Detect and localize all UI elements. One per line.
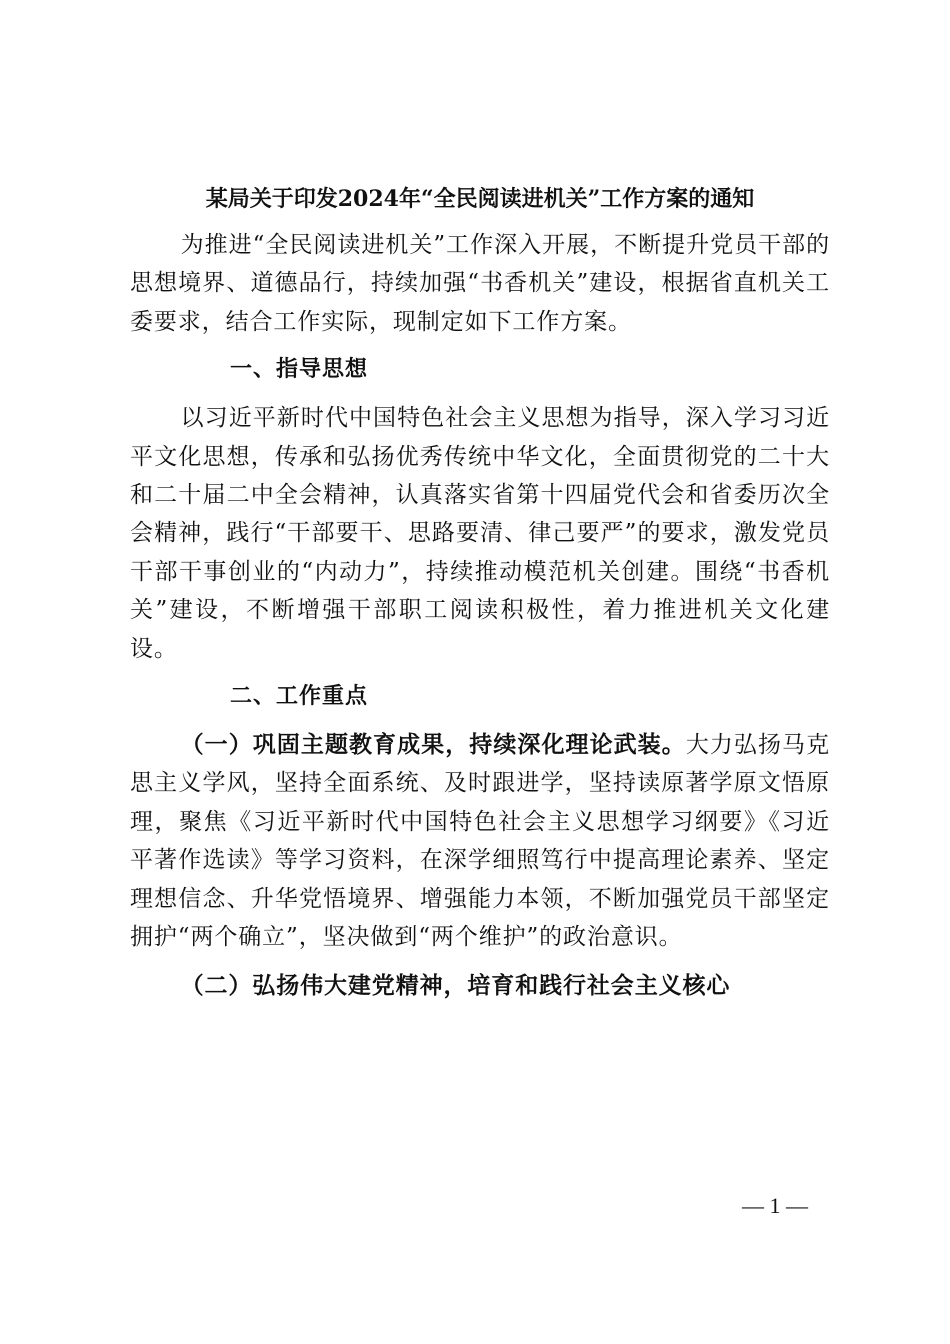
work-focus-item-1-text: 大力弘扬马克思主义学风，坚持全面系统、及时跟进学，坚持读原著学原文悟原理，聚焦《习近平新时代中国特色社会主义思想学习纲要》《习近平著作选读》等学习资料，在深学细照笃行中提高理论素养、坚定理想信念、升华党悟境界、增强能力本领，不断加强党员干部坚定拥护“两个确立”，坚决做到“两个维护”的政治意识。 [130, 732, 830, 951]
guiding-thought-paragraph: 以习近平新时代中国特色社会主义思想为指导，深入学习习近平文化思想，传承和弘扬优秀传统中华文化，全面贯彻党的二十大和二十届二中全会精神，认真落实省第十四届党代会和省委历次全会精神，践行“干部要干、思路要清、律己要严”的要求，激发党员干部干事创业的“内动力”，持续推动模范机关创建。围绕“书香机关”建设，不断增强干部职工阅读积极性，着力推进机关文化建设。 [130, 405, 830, 662]
section-heading-guiding-thought: 一、指导思想 [230, 357, 369, 383]
work-focus-item-2-lead: （二）弘扬伟大建党精神，培育和践行社会主义核心 [180, 971, 731, 999]
intro-paragraph: 为推进“全民阅读进机关”工作深入开展，不断提升党员干部的思想境界、道德品行，持续加强“书香机关”建设，根据省直机关工委要求，结合工作实际，现制定如下工作方案。 [130, 232, 830, 335]
work-focus-item-2 [130, 967, 830, 1015]
work-focus-item-1-lead: （一）巩固主题教育成果，持续深化理论武装。 [180, 731, 686, 759]
document-title: 某局关于印发2024年“全民阅读进机关”工作方案的通知 [205, 186, 755, 212]
section-heading-work-focus: 二、工作重点 [230, 684, 369, 710]
document-body [130, 226, 830, 1015]
work-focus-item-1 [130, 726, 830, 966]
page-number: — 1 — [742, 1193, 808, 1218]
